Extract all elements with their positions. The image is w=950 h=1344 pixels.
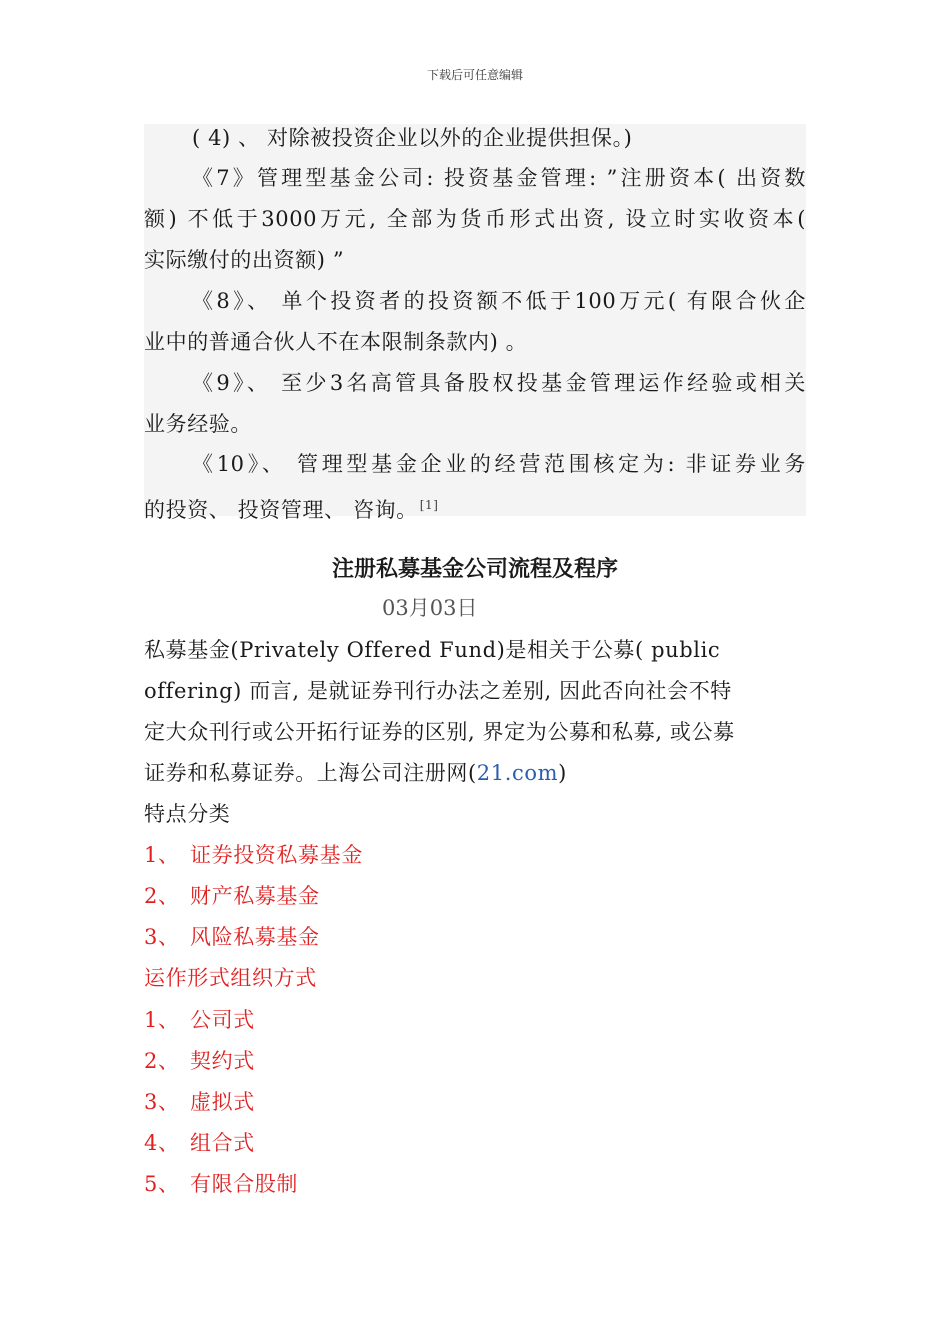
list-item xyxy=(144,923,806,951)
list-item xyxy=(144,1170,806,1198)
text-line: 《9》、 至少3名高管具备股权投基金管理运作经验或相关 xyxy=(192,371,806,395)
list-text: 公司式 xyxy=(190,1008,255,1032)
text-line: 《10》、 管理型基金企业的经营范围核定为: 非证券业务 xyxy=(192,452,806,476)
list-item xyxy=(144,882,806,910)
list-number: 3、 xyxy=(144,1090,180,1114)
paragraph-text: 证券和私募证券。上海公司注册网( xyxy=(144,761,477,785)
list-text: 财产私募基金 xyxy=(190,884,320,908)
list-item xyxy=(144,1129,806,1157)
paragraph-close: ) xyxy=(558,761,567,785)
list-number: 4、 xyxy=(144,1131,180,1155)
paragraph-line: 私募基金(Privately Offered Fund)是相关于公募( public xyxy=(144,638,721,662)
list-number: 1、 xyxy=(144,1008,180,1032)
text-line: 实际缴付的出资额) ” xyxy=(144,248,345,272)
paragraph-line: 定大众刊行或公开拓行证券的区别, 界定为公募和私募, 或公募 xyxy=(144,720,735,744)
list-number: 1、 xyxy=(144,843,180,867)
page-header: 下载后可任意编辑 xyxy=(426,68,523,82)
paragraph-line xyxy=(144,759,806,787)
list-text: 有限合股制 xyxy=(190,1172,298,1196)
list-number: 2、 xyxy=(144,884,180,908)
features-heading: 特点分类 xyxy=(144,802,231,826)
date-line: 03月03日 xyxy=(382,596,478,620)
forms-heading: 运作形式组织方式 xyxy=(144,966,317,990)
text-line: 《8》、 单个投资者的投资额不低于100万元( 有限合伙企 xyxy=(192,289,806,313)
site-link[interactable]: 21.com xyxy=(476,761,559,785)
text-line-content: 的投资、 投资管理、 咨询。 xyxy=(144,498,418,522)
list-text: 契约式 xyxy=(190,1049,255,1073)
list-number: 2、 xyxy=(144,1049,180,1073)
text-line: 额) 不低于3000万元, 全部为货币形式出资, 设立时实收资本( xyxy=(144,207,806,231)
list-item xyxy=(144,1088,806,1116)
list-text: 虚拟式 xyxy=(190,1090,255,1114)
footnote-ref[interactable]: [1] xyxy=(419,498,439,512)
list-number: 5、 xyxy=(144,1172,180,1196)
text-line: 《7》管理型基金公司: 投资基金管理: ”注册资本( 出资数 xyxy=(192,166,806,190)
list-number: 3、 xyxy=(144,925,180,949)
list-text: 组合式 xyxy=(190,1131,255,1155)
paragraph-line: offering) 而言, 是就证券刊行办法之差别, 因此否向社会不特 xyxy=(144,679,732,703)
list-item xyxy=(144,841,806,869)
list-text: 证券投资私募基金 xyxy=(190,843,363,867)
text-line: 业务经验。 xyxy=(144,412,252,436)
list-text: 风险私募基金 xyxy=(190,925,320,949)
list-item xyxy=(144,1047,806,1075)
text-line xyxy=(144,491,806,524)
text-line: 业中的普通合伙人不在本限制条款内) 。 xyxy=(144,330,528,354)
text-line: ( 4) 、 对除被投资企业以外的企业提供担保。) xyxy=(192,126,633,150)
section-title: 注册私募基金公司流程及程序 xyxy=(331,556,618,582)
list-item xyxy=(144,1006,806,1034)
